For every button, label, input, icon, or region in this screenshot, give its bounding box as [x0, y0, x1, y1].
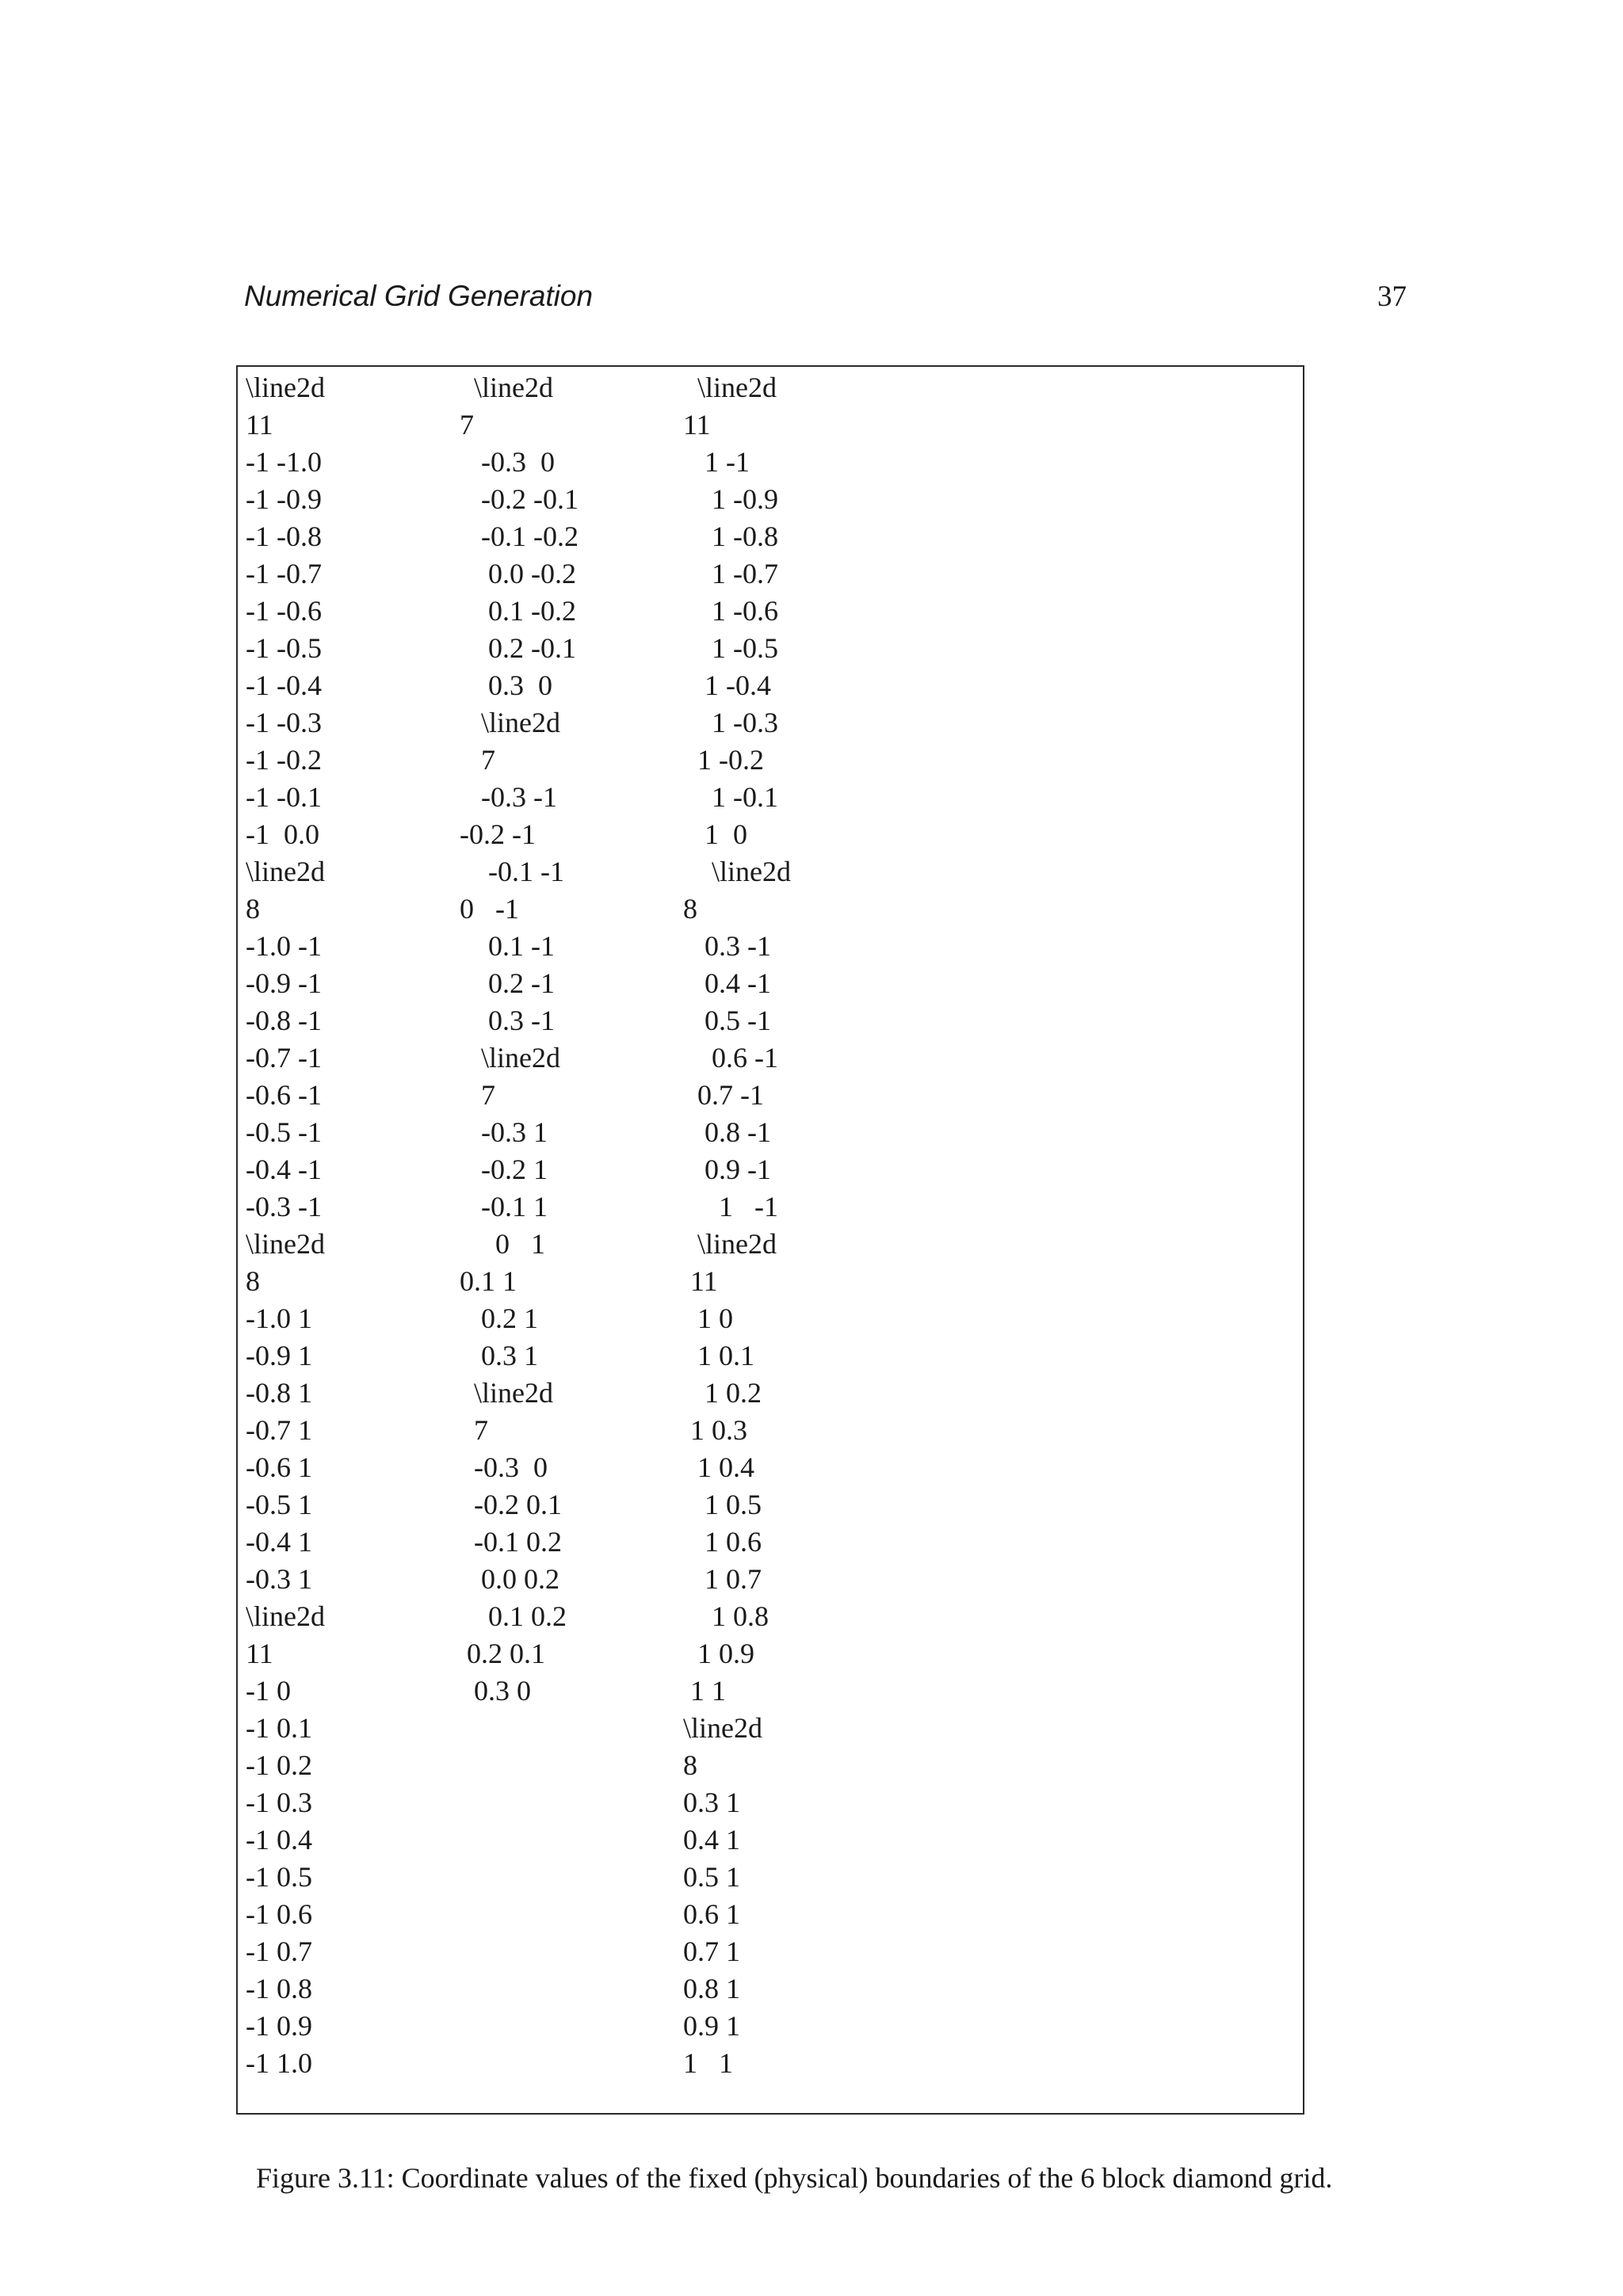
listing-line: -0.4 1: [246, 1526, 312, 1558]
listing-line: 0.5 1: [683, 1861, 740, 1893]
listing-column-2: [460, 369, 579, 1710]
listing-line: 1 -0.6: [683, 595, 778, 627]
figure-caption: Figure 3.11: Coordinate values of the fixed (physical) boundaries of the 6 block diamond grid.: [256, 2162, 1333, 2194]
listing-line: 0.5 -1: [683, 1005, 771, 1036]
listing-line: -1 0.9: [246, 2010, 312, 2042]
listing-line: 0.6 1: [683, 1898, 740, 1930]
listing-line: 1 0: [683, 1302, 733, 1334]
listing-line: \line2d: [683, 1712, 762, 1744]
listing-line: 1 0.5: [683, 1489, 762, 1520]
listing-line: 0.1 -1: [460, 930, 555, 962]
listing-line: 1 -0.9: [683, 483, 778, 515]
listing-line: 8: [683, 893, 697, 925]
listing-line: \line2d: [460, 1377, 553, 1409]
listing-line: 0.3 1: [460, 1340, 538, 1371]
listing-line: 1 -0.4: [683, 669, 771, 701]
listing-line: 0 -1: [460, 893, 519, 925]
listing-line: -0.4 -1: [246, 1154, 322, 1185]
listing-line: 1 -1: [683, 446, 750, 478]
listing-line: -0.5 -1: [246, 1116, 322, 1148]
listing-line: 0.3 -1: [683, 930, 771, 962]
listing-line: -1 0.1: [246, 1712, 312, 1744]
listing-line: \line2d: [683, 1228, 777, 1260]
listing-line: 11: [683, 409, 711, 441]
listing-line: 0.2 1: [460, 1302, 538, 1334]
listing-line: 0.7 -1: [683, 1079, 764, 1111]
listing-line: 0.3 -1: [460, 1005, 555, 1036]
listing-column-3: [683, 369, 791, 2082]
listing-line: 0 1: [460, 1228, 545, 1260]
listing-line: 1 1: [683, 2047, 733, 2079]
listing-line: 8: [246, 893, 260, 925]
listing-line: -1 0.4: [246, 1824, 312, 1855]
listing-line: -0.3 -1: [460, 781, 557, 813]
listing-line: -0.3 0: [460, 1451, 548, 1483]
listing-line: 1 1: [683, 1675, 726, 1707]
listing-line: -0.1 0.2: [460, 1526, 562, 1558]
listing-line: -1 0.3: [246, 1787, 312, 1818]
listing-line: -1 -0.9: [246, 483, 322, 515]
listing-line: -1 0.8: [246, 1973, 312, 2004]
listing-line: -0.3 1: [246, 1563, 312, 1595]
listing-line: \line2d: [460, 1042, 560, 1074]
listing-line: -1.0 1: [246, 1302, 312, 1334]
listing-line: 0.9 1: [683, 2010, 740, 2042]
listing-line: -1 -0.2: [246, 744, 322, 776]
listing-line: \line2d: [246, 372, 325, 403]
listing-line: 0.2 -0.1: [460, 632, 576, 664]
listing-line: 1 -0.1: [683, 781, 778, 813]
listing-line: 1 -0.2: [683, 744, 764, 776]
listing-line: -0.6 1: [246, 1451, 312, 1483]
listing-line: -1 0: [246, 1675, 291, 1707]
listing-line: 7: [460, 409, 474, 441]
listing-line: 0.1 -0.2: [460, 595, 576, 627]
listing-line: 0.7 1: [683, 1936, 740, 1967]
listing-line: \line2d: [460, 707, 560, 738]
listing-line: -0.2 -0.1: [460, 483, 579, 515]
listing-line: 1 0.2: [683, 1377, 762, 1409]
listing-line: -1 -0.8: [246, 521, 322, 552]
listing-line: 7: [460, 1079, 495, 1111]
listing-line: 1 0: [683, 818, 747, 850]
listing-column-1: [246, 369, 325, 2082]
listing-line: -0.9 -1: [246, 967, 322, 999]
listing-line: \line2d: [460, 372, 553, 403]
listing-line: 0.1 0.2: [460, 1600, 567, 1632]
listing-line: 1 0.8: [683, 1600, 769, 1632]
listing-line: -1 -0.1: [246, 781, 322, 813]
listing-line: 11: [246, 1638, 273, 1669]
listing-line: 8: [683, 1749, 697, 1781]
listing-line: -0.9 1: [246, 1340, 312, 1371]
listing-line: 0.3 0: [460, 1675, 531, 1707]
listing-line: 0.9 -1: [683, 1154, 771, 1185]
listing-line: 1 -0.7: [683, 558, 778, 589]
listing-line: 1 0.3: [683, 1414, 747, 1446]
listing-line: -1 -0.5: [246, 632, 322, 664]
listing-line: -0.2 0.1: [460, 1489, 562, 1520]
listing-line: 0.8 1: [683, 1973, 740, 2004]
listing-line: -1 -0.7: [246, 558, 322, 589]
listing-line: -1 -0.6: [246, 595, 322, 627]
listing-line: -1 -0.4: [246, 669, 322, 701]
listing-line: 0.4 -1: [683, 967, 771, 999]
listing-line: 1 -0.8: [683, 521, 778, 552]
listing-line: 0.2 -1: [460, 967, 555, 999]
listing-line: 0.6 -1: [683, 1042, 778, 1074]
listing-line: 0.2 0.1: [460, 1638, 545, 1669]
listing-line: 0.4 1: [683, 1824, 740, 1855]
listing-line: -1 -0.3: [246, 707, 322, 738]
listing-line: \line2d: [246, 1600, 325, 1632]
listing-line: 0.3 1: [683, 1787, 740, 1818]
listing-line: \line2d: [683, 856, 791, 887]
listing-line: -0.8 -1: [246, 1005, 322, 1036]
listing-line: -1 0.7: [246, 1936, 312, 1967]
listing-line: -0.1 -1: [460, 856, 564, 887]
listing-line: -1.0 -1: [246, 930, 322, 962]
listing-line: -0.3 0: [460, 446, 555, 478]
listing-line: \line2d: [683, 372, 777, 403]
listing-line: 1 0.4: [683, 1451, 754, 1483]
listing-line: 0.8 -1: [683, 1116, 771, 1148]
listing-line: 1 -1: [683, 1191, 778, 1222]
listing-line: 0.0 0.2: [460, 1563, 559, 1595]
listing-line: 11: [246, 409, 273, 441]
listing-line: 8: [246, 1265, 260, 1297]
listing-line: 1 0.1: [683, 1340, 754, 1371]
listing-line: -0.1 -0.2: [460, 521, 579, 552]
listing-line: -0.6 -1: [246, 1079, 322, 1111]
listing-line: 1 -0.5: [683, 632, 778, 664]
listing-line: -1 0.5: [246, 1861, 312, 1893]
listing-line: -0.2 1: [460, 1154, 548, 1185]
listing-line: 0.3 0: [460, 669, 552, 701]
listing-line: -0.5 1: [246, 1489, 312, 1520]
listing-line: 7: [460, 744, 495, 776]
listing-line: 11: [683, 1265, 718, 1297]
listing-line: \line2d: [246, 1228, 325, 1260]
listing-line: -0.7 1: [246, 1414, 312, 1446]
listing-line: -0.1 1: [460, 1191, 548, 1222]
listing-line: 0.1 1: [460, 1265, 517, 1297]
listing-line: -0.8 1: [246, 1377, 312, 1409]
listing-line: -0.7 -1: [246, 1042, 322, 1074]
listing-line: 1 -0.3: [683, 707, 778, 738]
listing-line: 0.0 -0.2: [460, 558, 576, 589]
listing-line: -1 -1.0: [246, 446, 322, 478]
listing-line: 1 0.9: [683, 1638, 754, 1669]
listing-line: -0.3 1: [460, 1116, 548, 1148]
listing-line: -0.2 -1: [460, 818, 536, 850]
listing-line: -0.3 -1: [246, 1191, 322, 1222]
listing-line: -1 1.0: [246, 2047, 312, 2079]
listing-line: 1 0.6: [683, 1526, 762, 1558]
listing-line: -1 0.6: [246, 1898, 312, 1930]
listing-line: -1 0.2: [246, 1749, 312, 1781]
listing-line: \line2d: [246, 856, 325, 887]
listing-line: 1 0.7: [683, 1563, 762, 1595]
listing-line: -1 0.0: [246, 818, 319, 850]
listing-line: 7: [460, 1414, 488, 1446]
running-head: Numerical Grid Generation: [244, 280, 594, 312]
page-number: 37: [1377, 280, 1407, 313]
